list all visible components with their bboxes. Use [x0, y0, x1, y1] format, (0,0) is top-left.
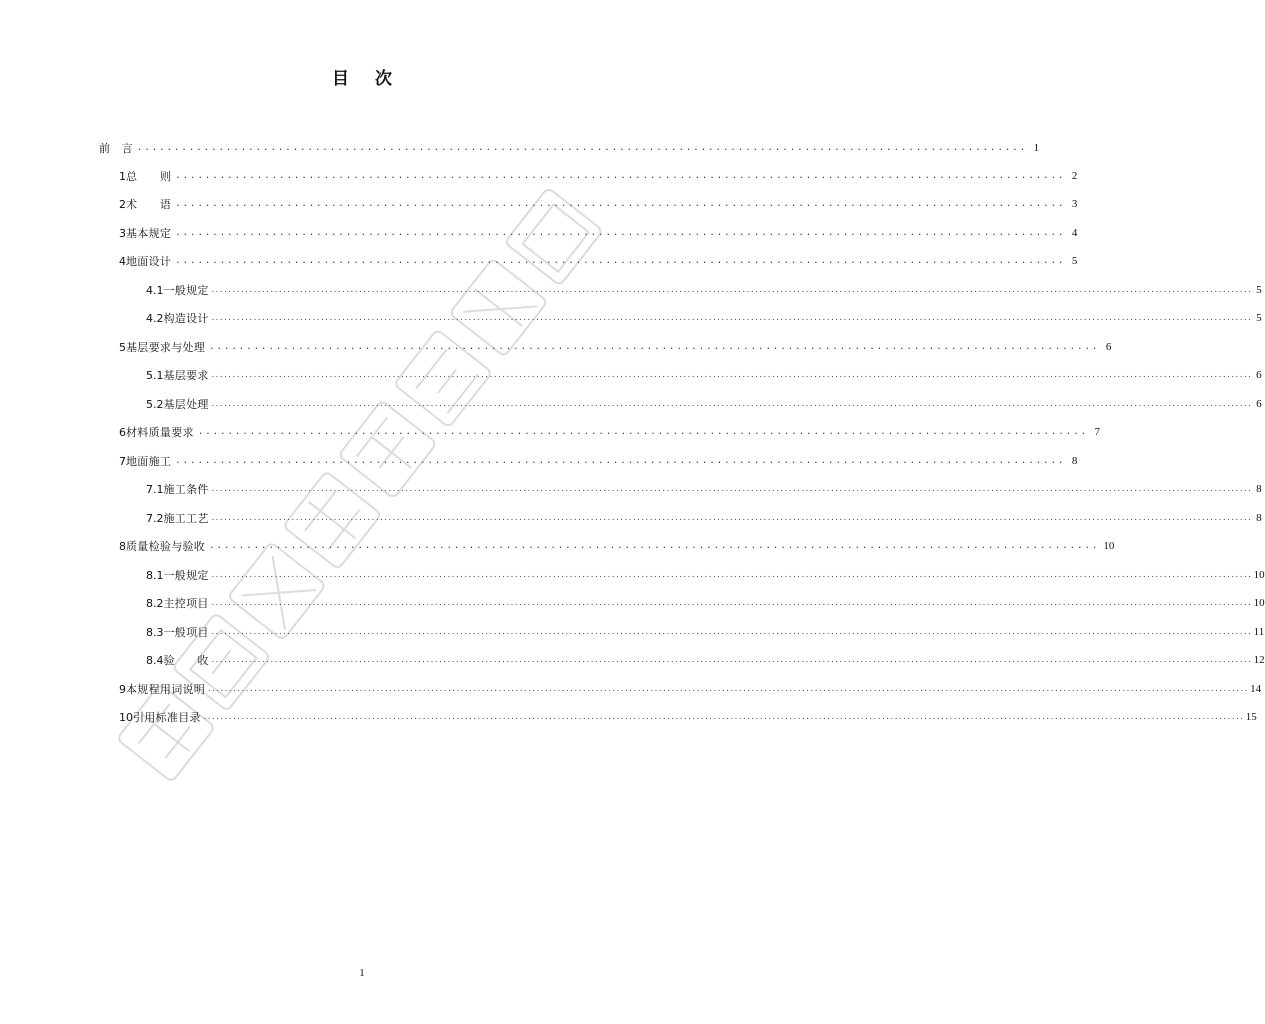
toc-leader: ........................................................................................................................ — [175, 199, 1066, 209]
toc-page-number: 14 — [1250, 683, 1262, 695]
toc-number: 5.1 — [146, 368, 164, 382]
toc-number: 10 — [119, 710, 133, 724]
toc-leader: ........................................................................................................................ — [175, 256, 1066, 266]
toc-page-number: 7 — [1094, 426, 1101, 438]
toc-number: 1 — [119, 169, 126, 183]
toc-label: 主控项目 — [163, 597, 209, 610]
toc-subentry[interactable] — [119, 504, 1262, 532]
toc-leader: ........................................................................................................................ — [209, 342, 1100, 352]
toc-entry[interactable] — [119, 447, 1078, 475]
toc-leader: ........................................................................................................................ — [209, 541, 1100, 551]
toc-leader: ....................................................................................................................................................................................................................................................... — [207, 685, 1249, 693]
toc-entry[interactable] — [119, 418, 1101, 446]
toc-leader: ....................................................................................................................................................................................................................................................... — [202, 713, 1244, 721]
toc-entry[interactable] — [119, 190, 1078, 218]
toc-leader: ....................................................................................................................................................................................................................................................... — [210, 656, 1252, 664]
toc-label: 本规程用词说明 — [126, 683, 206, 696]
toc-page-number: 4 — [1071, 227, 1078, 239]
toc-number: 8.2 — [146, 596, 164, 610]
toc-page-number: 10 — [1253, 597, 1265, 609]
toc-leader: ....................................................................................................................................................................................................................................................... — [210, 286, 1252, 294]
toc-subentry[interactable] — [119, 276, 1262, 304]
toc-entry[interactable] — [99, 134, 1040, 162]
toc-subentry[interactable] — [119, 589, 1265, 617]
toc-number: 8 — [119, 539, 126, 553]
toc-label: 术 语 — [126, 198, 172, 211]
toc-label: 地面施工 — [126, 455, 172, 468]
toc-page-number: 6 — [1105, 341, 1112, 353]
toc-leader: ....................................................................................................................................................................................................................................................... — [210, 371, 1252, 379]
toc-number: 4.1 — [146, 283, 164, 297]
toc-number: 4.2 — [146, 311, 164, 325]
toc-leader: ....................................................................................................................................................................................................................................................... — [210, 514, 1252, 522]
toc-label: 基层要求与处理 — [126, 341, 206, 354]
toc-number: 8.4 — [146, 653, 164, 667]
toc-page-number: 1 — [1033, 142, 1040, 154]
toc-number: 9 — [119, 682, 126, 696]
toc-page-number: 10 — [1253, 569, 1265, 581]
toc-leader: ........................................................................................................................ — [175, 171, 1066, 181]
toc-label: 基层处理 — [163, 398, 209, 411]
toc-label: 前 言 — [99, 142, 133, 155]
toc-page-number: 5 — [1256, 312, 1262, 324]
toc-page-number: 5 — [1071, 255, 1078, 267]
toc-label: 一般规定 — [163, 284, 209, 297]
toc-label: 基本规定 — [126, 227, 172, 240]
toc-number: 6 — [119, 425, 126, 439]
toc-page-number: 6 — [1256, 398, 1262, 410]
toc-entry[interactable] — [119, 333, 1112, 361]
toc-leader: ........................................................................................................................ — [175, 228, 1066, 238]
title-char-1: 目 — [332, 69, 349, 89]
toc-subentry[interactable] — [119, 561, 1265, 589]
toc-leader: ........................................................................................................................ — [175, 456, 1066, 466]
toc-label: 基层要求 — [163, 369, 209, 382]
toc-page-number: 5 — [1256, 284, 1262, 296]
toc-label: 地面设计 — [126, 255, 172, 268]
toc-leader: ........................................................................................................................ — [136, 143, 1028, 153]
toc-leader: ....................................................................................................................................................................................................................................................... — [210, 485, 1252, 493]
toc-entry[interactable] — [119, 532, 1115, 560]
toc-subentry[interactable] — [119, 646, 1265, 674]
toc-label: 构造设计 — [163, 312, 209, 325]
toc-label: 施工条件 — [163, 483, 209, 496]
toc-leader: ....................................................................................................................................................................................................................................................... — [210, 599, 1252, 607]
toc-page-number: 12 — [1253, 654, 1265, 666]
toc-leader: ....................................................................................................................................................................................................................................................... — [210, 400, 1252, 408]
toc-subentry[interactable] — [119, 475, 1262, 503]
toc-page-number: 8 — [1256, 512, 1262, 524]
toc-number: 7.1 — [146, 482, 164, 496]
toc-page-number: 2 — [1071, 170, 1078, 182]
toc-label: 质量检验与验收 — [126, 540, 206, 553]
toc-page-number: 15 — [1245, 711, 1257, 723]
toc-label: 一般规定 — [163, 569, 209, 582]
toc-subentry[interactable] — [119, 390, 1262, 418]
toc-label: 一般项目 — [163, 626, 209, 639]
toc-page-number: 8 — [1071, 455, 1078, 467]
toc-page-number: 6 — [1256, 369, 1262, 381]
toc-label: 总 则 — [126, 170, 172, 183]
toc-label: 材料质量要求 — [126, 426, 194, 439]
toc-subentry[interactable] — [119, 618, 1265, 646]
toc-number: 8.3 — [146, 625, 164, 639]
toc-entry[interactable] — [119, 703, 1257, 731]
toc-number: 3 — [119, 226, 126, 240]
toc-number: 7.2 — [146, 511, 164, 525]
toc-label: 施工工艺 — [163, 512, 209, 525]
toc-page-number: 11 — [1253, 626, 1265, 638]
toc-page-number: 10 — [1103, 540, 1115, 552]
toc-number: 5.2 — [146, 397, 164, 411]
toc-entry[interactable] — [119, 219, 1078, 247]
toc-number: 8.1 — [146, 568, 164, 582]
toc-label: 引用标准目录 — [133, 711, 201, 724]
toc-entry[interactable] — [119, 162, 1078, 190]
toc-subentry[interactable] — [119, 304, 1262, 332]
page-title — [0, 64, 724, 89]
toc-leader: ........................................................................................................................ — [197, 427, 1089, 437]
toc-page-number: 8 — [1256, 483, 1262, 495]
toc-number: 4 — [119, 254, 126, 268]
toc-entry[interactable] — [119, 247, 1078, 275]
toc-subentry[interactable] — [119, 361, 1262, 389]
title-char-2: 次 — [375, 69, 392, 89]
toc-leader: ....................................................................................................................................................................................................................................................... — [210, 628, 1252, 636]
toc-entry[interactable] — [119, 675, 1262, 703]
toc-number: 5 — [119, 340, 126, 354]
toc-leader: ....................................................................................................................................................................................................................................................... — [210, 571, 1252, 579]
page-number: 1 — [359, 967, 365, 979]
toc-number: 7 — [119, 454, 126, 468]
toc-page-number: 3 — [1071, 198, 1078, 210]
toc-number: 2 — [119, 197, 126, 211]
toc-label: 验 收 — [163, 654, 209, 667]
toc-leader: ....................................................................................................................................................................................................................................................... — [210, 314, 1252, 322]
